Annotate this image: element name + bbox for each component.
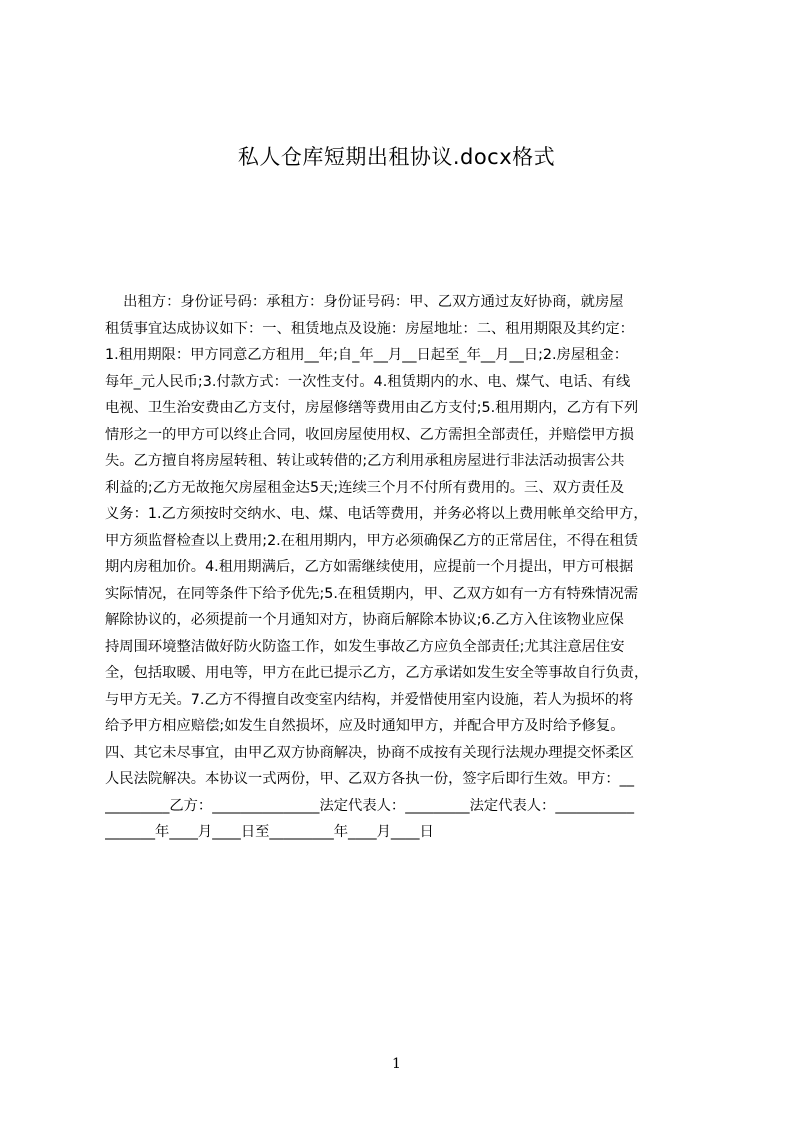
body-line: 失。乙方擅自将房屋转租、转让或转借的;乙方利用承租房屋进行非法活动损害公共 bbox=[105, 453, 625, 469]
body-line: 1.租用期限：甲方同意乙方租用__年;自_年__月__日起至_年__月__日;2.房屋租金： bbox=[105, 347, 629, 363]
body-line: 利益的;乙方无故拖欠房屋租金达5天;连续三个月不付所有费用的。三、双方责任及 bbox=[105, 479, 625, 496]
document-title: 私人仓库短期出租协议.docx格式 bbox=[237, 145, 556, 169]
body-line: _________乙方：_______________法定代表人：_________法定代表人：___________ bbox=[105, 797, 634, 814]
body-line: 义务：1.乙方须按时交纳水、电、煤、电话等费用，并务必将以上费用帐单交给甲方， bbox=[105, 506, 648, 522]
body-line: 每年_元人民币;3.付款方式：一次性支付。4.租赁期内的水、电、煤气、电话、有线 bbox=[105, 373, 631, 390]
document-body bbox=[105, 289, 697, 849]
body-line: 租赁事宜达成协议如下：一、租赁地点及设施：房屋地址：二、租用期限及其约定： bbox=[105, 320, 634, 337]
body-line: 全，包括取暖、用电等，甲方在此已提示乙方，乙方承诺如发生安全等事故自行负责， bbox=[105, 665, 649, 681]
body-line: 给予甲方相应赔偿;如发生自然损坏，应及时通知甲方，并配合甲方及时给予修复。 bbox=[105, 718, 625, 734]
body-line: 出租方：身份证号码：承租方：身份证号码：甲、乙双方通过友好协商，就房屋 bbox=[105, 294, 624, 310]
body-line: 持周围环境整洁做好防火防盗工作，如发生事故乙方应负全部责任;尤其注意居住安 bbox=[105, 638, 625, 655]
body-line: 电视、卫生治安费由乙方支付，房屋修缮等费用由乙方支付;5.租用期内，乙方有下列 bbox=[105, 400, 639, 416]
body-line: _______年____月____日至_________年____月____日 bbox=[105, 824, 434, 840]
body-line: 甲方须监督检查以上费用;2.在租用期内，甲方必须确保乙方的正常居住，不得在租赁 bbox=[105, 532, 639, 549]
body-line: 与甲方无关。7.乙方不得擅自改变室内结构，并爱惜使用室内设施，若人为损坏的将 bbox=[105, 691, 634, 708]
page-number: 1 bbox=[392, 1056, 401, 1072]
body-line: 情形之一的甲方可以终止合同，收回房屋使用权、乙方需担全部责任，并赔偿甲方损 bbox=[105, 426, 634, 443]
body-line: 期内房租加价。4.租用期满后，乙方如需继续使用，应提前一个月提出，甲方可根据 bbox=[105, 559, 634, 575]
body-line: 人民法院解决。本协议一式两份，甲、乙双方各执一份，签字后即行生效。甲方：__ bbox=[105, 771, 634, 787]
body-line: 实际情况，在同等条件下给予优先;5.在租赁期内，甲、乙双方如有一方有特殊情况需 bbox=[105, 585, 639, 602]
body-line: 解除协议的，必须提前一个月通知对方，协商后解除本协议;6.乙方入住该物业应保 bbox=[105, 612, 624, 628]
body-line: 四、其它未尽事宜，由甲乙双方协商解决，协商不成按有关现行法规办理提交怀柔区 bbox=[105, 744, 634, 761]
